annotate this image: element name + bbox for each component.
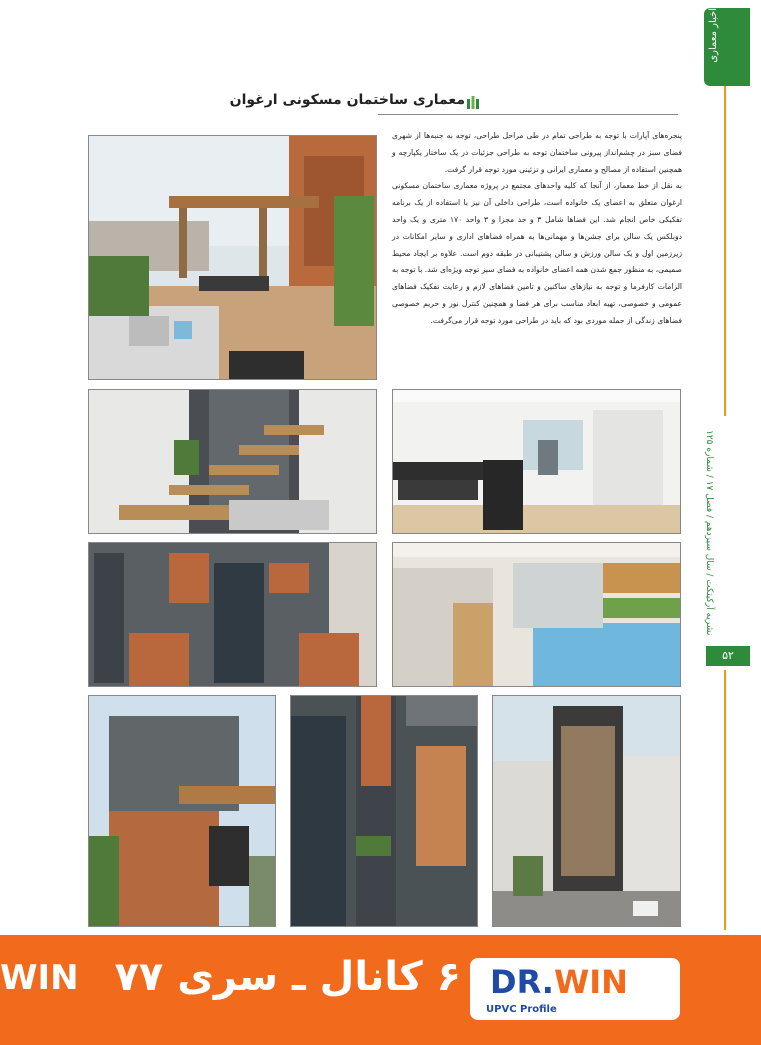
article-title: معماری ساختمان مسکونی ارغوان xyxy=(229,92,465,108)
photo-pool xyxy=(392,542,681,687)
margin-rule-bottom xyxy=(724,670,726,930)
drwin-logo-text xyxy=(490,963,628,1001)
partial-brand-logo xyxy=(0,958,79,1006)
photo-staircase xyxy=(88,389,377,534)
section-tab xyxy=(704,8,750,86)
title-underline xyxy=(378,114,678,115)
banner-headline: ۶ کانال ـ سری ۷۷ xyxy=(114,954,461,1000)
photo-facade xyxy=(88,542,377,687)
section-tab-label: اخبار معماری xyxy=(708,8,719,63)
photo-window-detail xyxy=(290,695,478,927)
article-paragraph: پنجره‌های آپارات با توجه به طراحی تمام در طی مراحل طراحی، توجه به جنبه‌ها از شهری فضای سبز در چشم‌انداز پیرونی ساختمان توجه به طراحی جزئیات در یک ساختار یکپارچه و همچنین استفاده از مصالح و معماری ایرانی و تزئینی مورد توجه قرار گرفت. xyxy=(392,131,682,174)
article-body xyxy=(392,128,682,378)
partial-brand-logo-text: WIN xyxy=(0,958,79,998)
magazine-credit xyxy=(686,430,716,640)
page-number: ۵۲ xyxy=(706,646,750,666)
magazine-credit-text: نشریه آرکیتکت / سال سیزدهم / فصل ۱۷ / شماره ۱۲۵ xyxy=(704,430,714,636)
building-icon xyxy=(466,95,480,109)
photo-rooftop-terrace xyxy=(88,135,377,380)
logo-prefix: DR. xyxy=(490,963,554,1001)
photo-street-view xyxy=(492,695,681,927)
margin-rule-top xyxy=(724,86,726,416)
photo-gym xyxy=(392,389,681,534)
photo-building-stair xyxy=(88,695,276,927)
article-paragraph: به نقل از خط معمار، از آنجا که کلیه واحدهای مجتمع در پروژه معماری ساختمان مسکونی ارغوان متعلق به اعضای یک خانواده است، طراحی داخلی آن نیز با استفاده از یک برنامه تفکیکی خاص انجام شد. این فضاها شامل ۳ و حد مجزا و ۳ واحد ۱۷۰ متری و یک واحد دوبلکس یک سالن برای جشن‌ها و مهمانی‌ها به همراه فضاهای اداری و سایر امکانات در زیرزمین اول و یک سالن ورزش و سالن پشتیبانی در طبقه دوم است. علاوه بر ایجاد محیط صمیمی، به منظور جمع شدن همه اعضای خانواده به فضای سبز توجه ویژه‌ای شد. با توجه به الزامات کارفرما و توجه به نیازهای ساکنین و تامین فضاهای لازم و رعایت تفکیک فضاهای عمومی و خصوصی، تهیه ابعاد مناسب برای هر فضا و همچنین کنترل نور و حریم خصوصی فضاهای زندگی از جمله موردی بود که باید در طراحی مورد توجه قرار می‌گرفت. xyxy=(392,181,682,325)
logo-main: WIN xyxy=(553,963,628,1001)
logo-subtitle: UPVC Profile xyxy=(486,1004,557,1015)
